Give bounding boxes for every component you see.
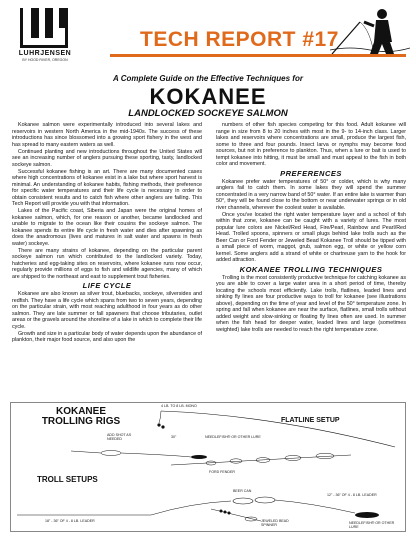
luhrjensen-logo (20, 8, 68, 48)
report-header (0, 0, 416, 66)
header-rule (110, 54, 406, 57)
trolling-rigs-diagram (10, 402, 406, 532)
paragraph: numbers of other fish species competing for this food. Adult kokanee will range in size from 8 to 20 inches with most in the 9- to 14-inch class. Larger lakes and reservoirs where concentrations are small, produce the largest fish, some to three and four pounds. Insect larva or nymphs may become food sources, but not in preference to plankton. Thus, when a lure or bait is used to tempt kokanee into hitting, it must be small and must appeal to the fish in both color and movement. (216, 122, 406, 167)
jeweled-bead-label: JEWELED BEAD SPINNER (261, 519, 289, 527)
needlefish-bottom-label: NEEDLEFISH® OR OTHER LURE (349, 521, 395, 529)
paragraph: Once you've located the right water temperature layer and a school of fish within that zone, kokanee can be caught with a variety of lures. The most popular lure colors are Nickel/Red Head, Fire/Pearl, Rainbow and Pearl/Red Head. Trolled spoons, spinners or small plugs behind lake trolls such as the Beer Can or Ford Fender or Jeweled Bead Kokanee Troll should be tipped with a small piece of worm, maggot, grub, salmon egg, or white or yellow corn kernel. Some anglers add a strand of white or chartreuse yarn to the hook for added attraction. (216, 211, 406, 263)
paragraph: There are many strains of kokanee, depending on the particular parent sockeye salmon run which contributed to the landlocked variety. Today, hatcheries and egg-taking sites on reservoirs, where kokanee runs now occur, regularly provide millions of eggs to fish and wildlife agencies, many of which are shipped to the northeast and east to supplement trout fisheries. (12, 247, 202, 280)
ford-fender-label: FORD FENDER (209, 470, 235, 474)
report-title: TECH REPORT #17 (140, 28, 339, 51)
add-shot-label: ADD SHOT AS NEEDED (107, 433, 132, 441)
mono-label: 4 LB. TO 8 LB. MONO (161, 404, 197, 408)
paragraph: Kokanee prefer water temperatures of 50° or colder, which is why many anglers fail to catch them. In some lakes they will spend the summer concentrated in a very narrow band of 50° water. If an entire lake is warmer than 50°, they will be found close to the bottom or near underwater springs or in old river channels, wherever the coolest water is available. (216, 178, 406, 211)
section-heading-life-cycle: LIFE CYCLE (82, 281, 132, 290)
species-subtitle: LANDLOCKED SOCKEYE SALMON (128, 108, 288, 119)
paragraph: Kokanee are also known as silver trout, bluebacks, sockeye, silversides and redfish. They have a life cycle which spans from two to seven years, depending on the particular strain, with most reaching adulthood in four years as do other salmon. They are late summer or fall spawners that choose tributaries, outlet areas or the gravels around the shoreline of a lake in which to complete their life cycle. (12, 291, 202, 330)
paragraph: Kokanee salmon were experimentally introduced into several lakes and reservoirs in western North America in the mid-1940s. The success of these introductions has since blossomed into a growing sport fishery in the west and has spread to many eastern waters as well. (12, 122, 202, 148)
brand-name: LUHRJENSEN (18, 50, 72, 57)
rigs-title: KOKANEE TROLLING RIGS (41, 406, 121, 427)
paragraph: Growth and size in a particular body of water depends upon the abundance of plankton, their major food source, and also upon the (12, 330, 202, 343)
dimension-30: 30" (171, 435, 177, 439)
left-column (12, 122, 202, 362)
paragraph: Continued planting and new introductions throughout the United States will see an increasing number of anglers pursuing these sporting, tasty, landlocked sockeye salmon. (12, 148, 202, 168)
guide-subtitle: A Complete Guide on the Effective Techniques for (113, 74, 303, 83)
needlefish-top-label: NEEDLEFISH® OR OTHER LURE (205, 435, 261, 439)
right-column (216, 122, 406, 362)
section-heading-preferences: PREFERENCES (280, 168, 342, 178)
paragraph: Successful kokanee fishing is an art. There are many documented cases where high concentrations of kokanee exist in a lake but where sport harvest is minimal. An understanding of kokanee habits, fishing methods, their preference for specific water temperatures and their life cycle is necessary in order to obtain consistent results and to catch fish where other anglers are failing. This Tech Report will provide you with that information. (12, 168, 202, 207)
section-heading-trolling: KOKANEE TROLLING TECHNIQUES (239, 264, 383, 274)
paragraph: Trolling is the most consistently productive technique for catching kokanee as you are able to cover a large water area in a short period of time, thereby locating the schools most efficiently. Lake trolls, flatlines, leaded lines and sinking fly lines are four productive ways to troll for kokanee (see illustrations above), depending on the time of year and level of the 50° temperature zone. In spring and fall when kokanee are near the surface, flatlines, small trolls without added weight and slow-sinking or floating fly lines often are used. In summer when the fish head for deeper water, leaded lines and large (sometimes weighted) lake trolls are needed to reach the right temperature zone. (216, 274, 406, 333)
troll-setups-label: TROLL SETUPS (37, 475, 98, 484)
flatline-setup-label: FLATLINE SETUP (281, 417, 340, 424)
leader-left-label: 18" - 36" OF 4 - 8 LB. LEADER (45, 519, 95, 523)
leader-right-label: 12" - 36" OF 4 - 8 LB. LEADER (327, 493, 377, 497)
fisherman-icon (330, 2, 410, 54)
beer-can-label: BEER CAN (233, 489, 252, 493)
paragraph: Lakes of the Pacific coast, Siberia and Japan were the original homes of kokanee salmon, which, for one reason or another, became landlocked and unable to migrate to the ocean like their cousins the sockeye salmon. The kokanee spends its entire life cycle in fresh water and dies after spawning as does the anadromous (lives and matures in salt water and spawns in fresh water) sockeye. (12, 208, 202, 247)
brand-tagline: BY HOOD RIVER, OREGON (22, 58, 68, 62)
main-title: KOKANEE (149, 84, 267, 109)
